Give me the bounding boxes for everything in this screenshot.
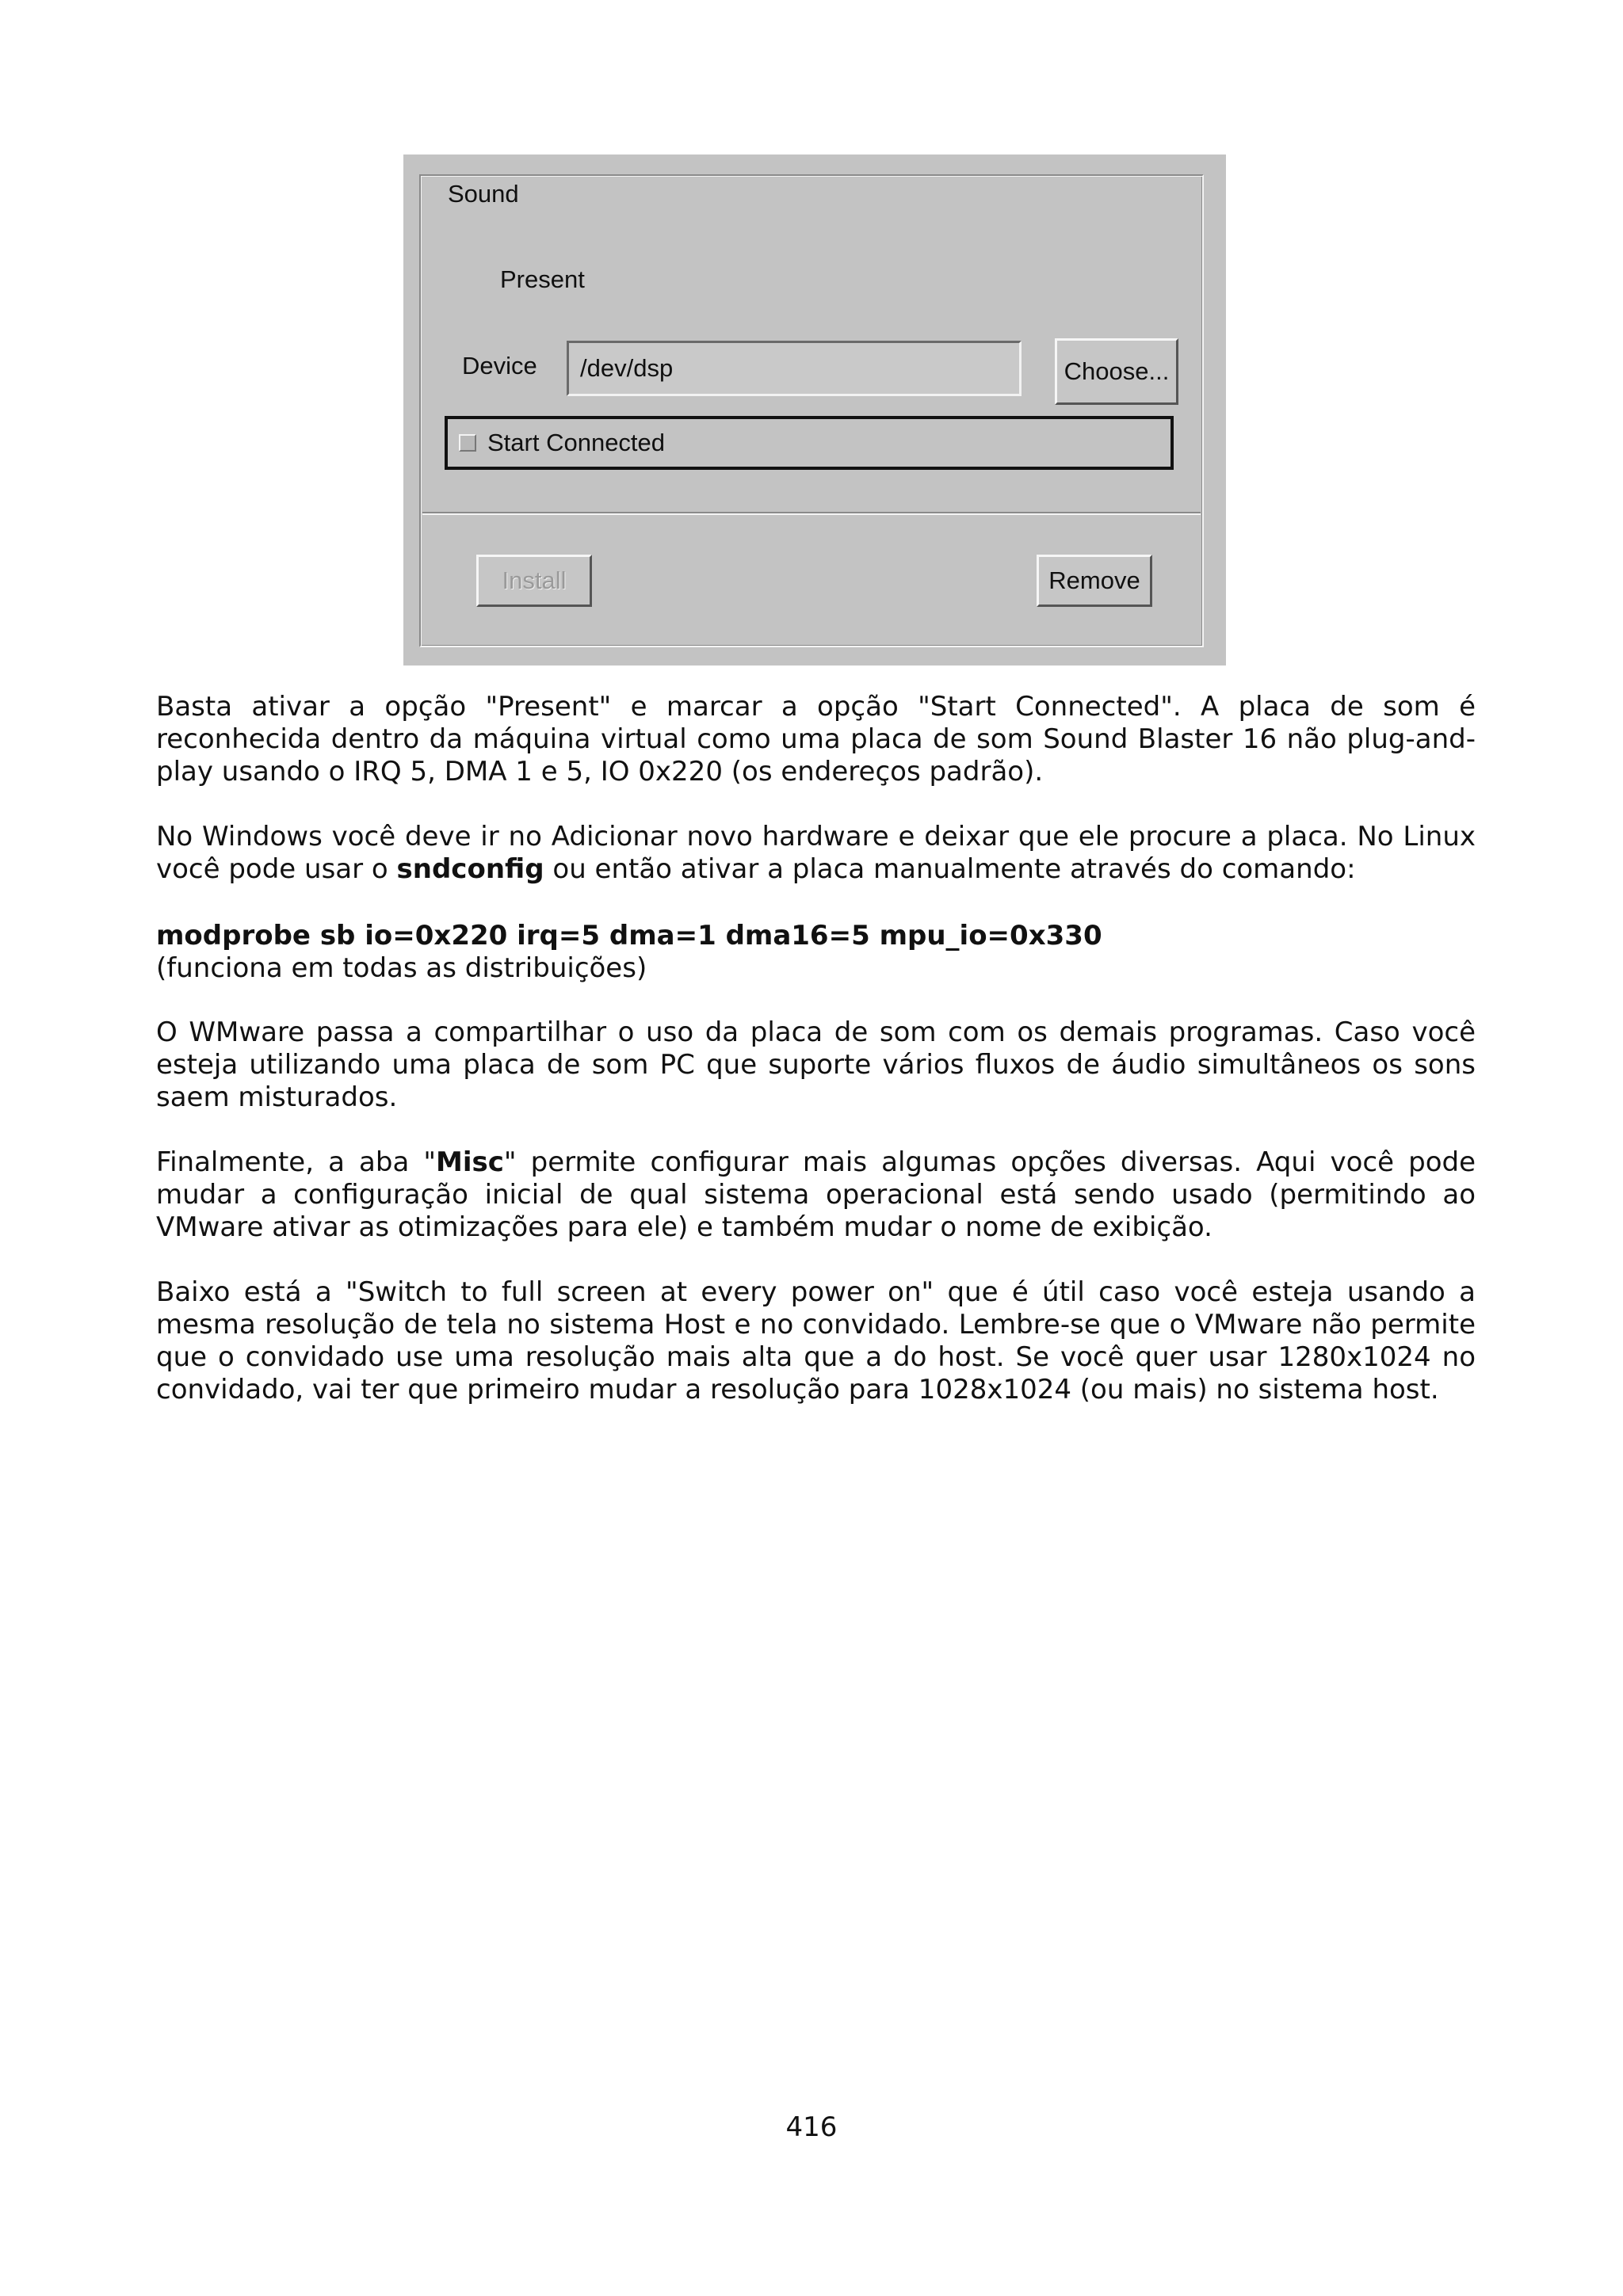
paragraph-windows-linux: [156, 821, 1476, 886]
paragraph-misc-tab: [156, 1146, 1476, 1244]
sound-settings-screenshot: [403, 154, 1226, 666]
start-connected-label: Start Connected: [487, 429, 666, 456]
paragraph-text: ou então ativar a placa manualmente através do comando:: [544, 853, 1356, 885]
paragraph-text: " permite configurar mais algumas opções diversas. Aqui você pode mudar a configuração inicial de qual sistema operacional está sendo usado (permitindo ao VMware ativar as otimizações para ele) e também mudar o nome de exibição.: [156, 1146, 1476, 1243]
command-note: (funciona em todas as distribuições): [156, 952, 647, 984]
start-connected-checkbox[interactable]: [459, 434, 476, 452]
misc-term: Misc: [436, 1146, 504, 1178]
remove-button[interactable]: Remove: [1037, 555, 1152, 607]
present-label[interactable]: Present: [500, 265, 585, 293]
install-button[interactable]: Install: [476, 555, 592, 607]
paragraph-text: No Windows você deve ir no Adicionar novo hardware e deixar que ele procure a placa. No Linux você pode usar o: [156, 821, 1476, 885]
sound-group-box: [419, 174, 1204, 647]
paragraph-text: Finalmente, a aba ": [156, 1146, 437, 1178]
device-input[interactable]: [567, 341, 1022, 396]
separator: [422, 512, 1201, 515]
sound-group-title: Sound: [445, 180, 522, 208]
paragraph-present-option: Basta ativar a opção "Present" e marcar a opção "Start Connected". A placa de som é reconhecida dentro da máquina virtual como uma placa de som Sound Blaster 16 não plug-and-play usando o IRQ 5, DMA 1 e 5, IO 0x220 (os endereços padrão).: [156, 691, 1476, 788]
device-label: Device: [462, 352, 537, 379]
modprobe-command: modprobe sb io=0x220 irq=5 dma=1 dma16=5 mpu_io=0x330: [156, 920, 1102, 952]
paragraph-sharing: O WMware passa a compartilhar o uso da placa de som com os demais programas. Caso você esteja utilizando uma placa de som PC que suporte vários fluxos de áudio simultâneos os sons saem misturados.: [156, 1016, 1476, 1113]
choose-button[interactable]: Choose...: [1055, 338, 1178, 405]
paragraph-full-screen: Baixo está a "Switch to full screen at every power on" que é útil caso você esteja usando a mesma resolução de tela no sistema Host e no convidado. Lembre-se que o VMware não permite que o convidado use uma resolução mais alta que a do host. Se você quer usar 1280x1024 no convidado, vai ter que primeiro mudar a resolução para 1028x1024 (ou mais) no sistema host.: [156, 1276, 1476, 1405]
start-connected-row[interactable]: [445, 416, 1174, 470]
sndconfig-term: sndconfig: [396, 853, 544, 885]
page-number: 416: [785, 2111, 838, 2143]
